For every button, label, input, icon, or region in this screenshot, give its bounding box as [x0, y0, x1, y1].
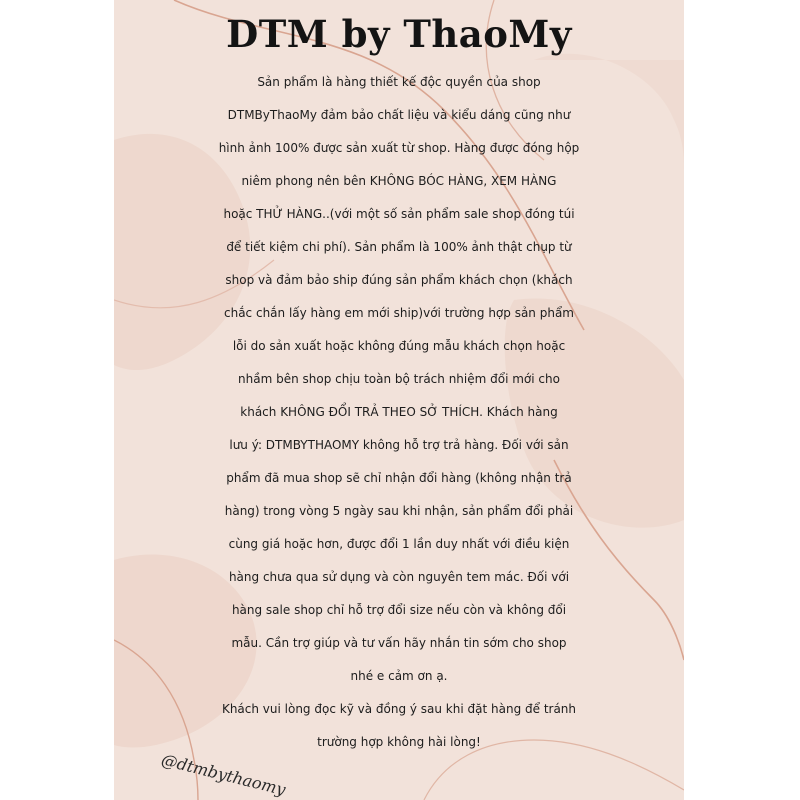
policy-line: khách KHÔNG ĐỔI TRẢ THEO SỞ THÍCH. Khách hàng: [240, 405, 558, 419]
policy-line: nhầm bên shop chịu toàn bộ trách nhiệm đổi mới cho: [238, 372, 560, 386]
policy-line: trường hợp không hài lòng!: [317, 735, 481, 749]
policy-line: hàng chưa qua sử dụng và còn nguyên tem mác. Đối với: [228, 570, 570, 584]
policy-line: hàng sale shop chỉ hỗ trợ đổi size nếu còn và không đổi: [231, 603, 567, 617]
policy-line: shop và đảm bảo ship đúng sản phẩm khách chọn (khách: [225, 273, 573, 287]
notice-card: [114, 0, 684, 800]
policy-line: hoặc THỬ HÀNG..(với một số sản phẩm sale shop đóng túi: [223, 207, 575, 221]
policy-line: cùng giá hoặc hơn, được đổi 1 lần duy nhất với điều kiện: [228, 537, 570, 551]
policy-line: nhé e cảm ơn ạ.: [350, 669, 448, 683]
policy-line: DTMByThaoMy đảm bảo chất liệu và kiểu dáng cũng như: [227, 108, 571, 122]
policy-line: niêm phong nên bên KHÔNG BÓC HÀNG, XEM HÀNG: [241, 174, 557, 188]
policy-line: lỗi do sản xuất hoặc không đúng mẫu khách chọn hoặc: [232, 339, 566, 353]
shop-handle-signature: @dtmbythaomy: [159, 750, 288, 800]
policy-line: để tiết kiệm chi phí). Sản phẩm là 100% ảnh thật chụp từ: [226, 240, 572, 254]
policy-line: hàng) trong vòng 5 ngày sau khi nhận, sản phẩm đổi phải: [224, 504, 574, 518]
policy-line: chắc chắn lấy hàng em mới ship)với trường hợp sản phẩm: [224, 306, 574, 320]
policy-line: hình ảnh 100% được sản xuất từ shop. Hàng được đóng hộp: [218, 141, 580, 155]
policy-line: Khách vui lòng đọc kỹ và đồng ý sau khi đặt hàng để tránh: [221, 702, 577, 716]
policy-line: lưu ý: DTMBYTHAOMY không hỗ trợ trả hàng. Đối với sản: [229, 438, 569, 452]
policy-text: [114, 66, 684, 759]
page-title: DTM by ThaoMy: [226, 12, 572, 56]
policy-line: Sản phẩm là hàng thiết kế độc quyền của shop: [257, 75, 541, 89]
policy-line: phẩm đã mua shop sẽ chỉ nhận đổi hàng (không nhận trả: [226, 471, 572, 485]
policy-line: mẫu. Cần trợ giúp và tư vấn hãy nhắn tin sớm cho shop: [231, 636, 567, 650]
